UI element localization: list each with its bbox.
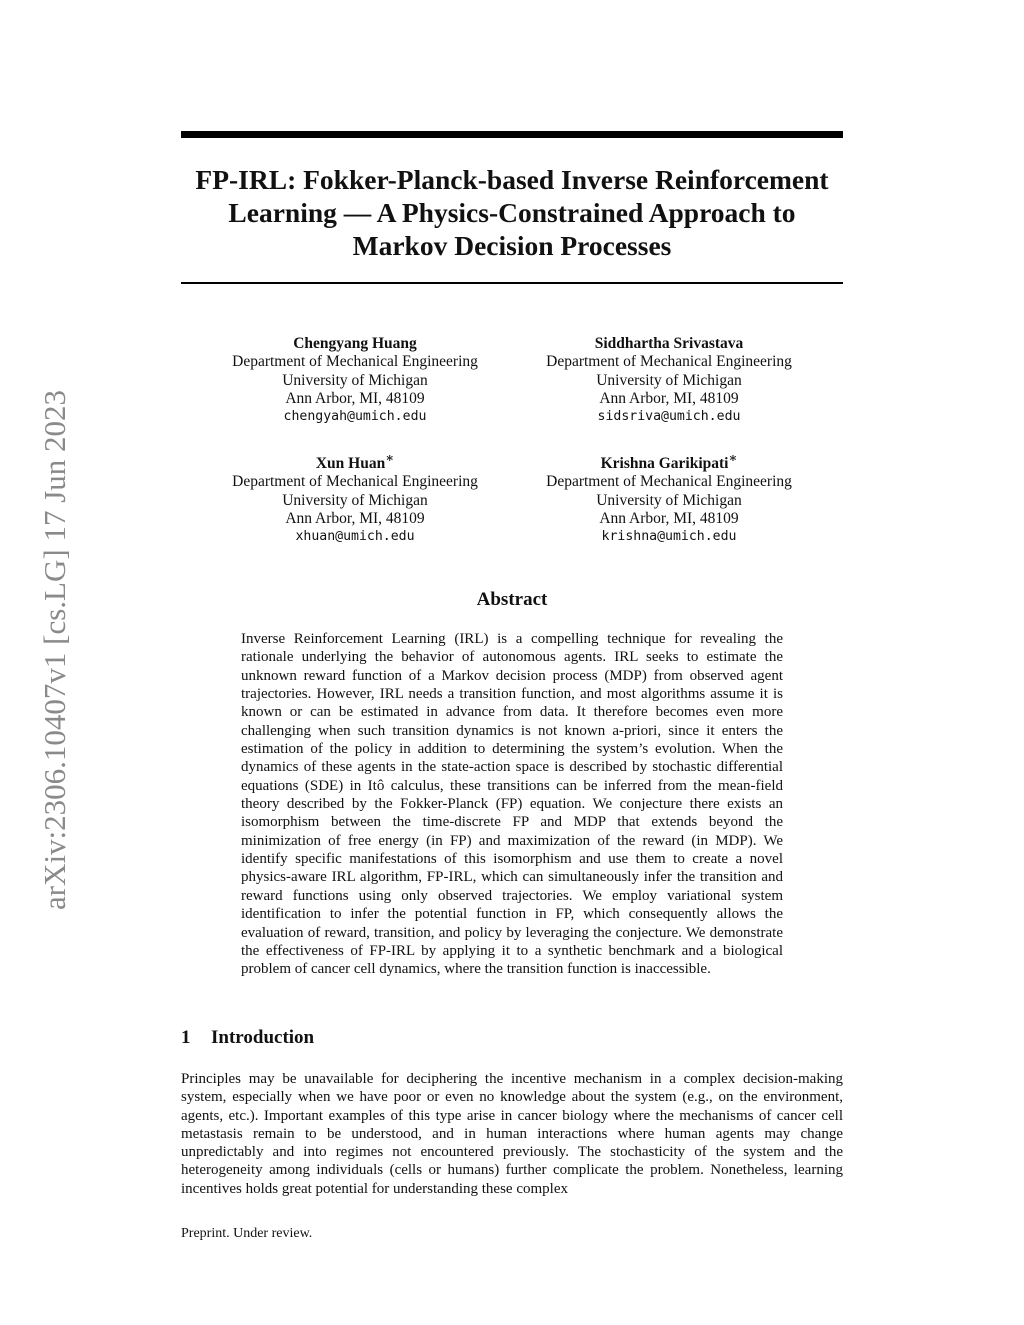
author-name: Chengyang Huang — [293, 335, 417, 353]
author-department: Department of Mechanical Engineering — [546, 473, 792, 491]
author-location: Ann Arbor, MI, 48109 — [599, 510, 739, 528]
author-department: Department of Mechanical Engineering — [232, 473, 478, 491]
author-name: Krishna Garikipati — [600, 455, 729, 473]
author-email: xhuan@umich.edu — [295, 529, 415, 545]
section-heading — [181, 1026, 314, 1050]
author-university: University of Michigan — [282, 491, 428, 509]
section-title: Introduction — [211, 1027, 315, 1048]
arxiv-identifier: arXiv:2306.10407v1 [cs.LG] 17 Jun 2023 — [37, 389, 72, 911]
footer-note: Preprint. Under review. — [181, 1226, 313, 1241]
author-block — [205, 329, 505, 427]
author-mark: ∗ — [728, 450, 738, 465]
section-number: 1 — [181, 1027, 191, 1048]
author-department: Department of Mechanical Engineering — [232, 353, 478, 371]
title-line: Learning — A Physics-Constrained Approach to — [228, 197, 796, 228]
author-location: Ann Arbor, MI, 48109 — [285, 390, 425, 408]
author-department: Department of Mechanical Engineering — [546, 353, 792, 371]
title-line: FP-IRL: Fokker-Planck-based Inverse Reinforcement — [195, 164, 829, 195]
paper-title — [181, 163, 843, 262]
author-name: Xun Huan — [315, 455, 386, 473]
title-rule-top — [181, 131, 843, 138]
title-rule-bottom — [181, 282, 843, 284]
author-email: krishna@umich.edu — [601, 529, 737, 545]
author-university: University of Michigan — [596, 491, 742, 509]
abstract-text: Inverse Reinforcement Learning (IRL) is a compelling technique for revealing the rationale underlying the behavior of autonomous agents. IRL seeks to estimate the unknown reward function of a Markov decision process (MDP) from observed agent trajectories. However, IRL needs a transition function, and most algorithms assume it is known or can be estimated in advance from data. It therefore becomes even more challenging when such transition dynamics is not known a-priori, since it enters the estimation of the policy in addition to determining the system’s evolution. When the dynamics of these agents in the state-action space is described by stochastic differential equations (SDE) in Itô calculus, these transitions can be inferred from the mean-field theory described by the Fokker-Planck (FP) equation. We conjecture there exists an isomorphism between the time-discrete FP and MDP that extends beyond the minimization of free energy (in FP) and maximization of the reward (in MDP). We identify specific manifestations of this isomorphism and use them to create a novel physics-aware IRL algorithm, FP-IRL, which can simultaneously infer the transition and reward functions using only observed trajectories. We employ variational system identification to infer the potential function in FP, which consequently allows the evaluation of reward, transition, and policy by leveraging the conjecture. We demonstrate the effectiveness of FP-IRL by applying it to a synthetic benchmark and a biological problem of cancer cell dynamics, where the transition function is inaccessible. — [241, 631, 783, 978]
author-university: University of Michigan — [282, 371, 428, 389]
author-location: Ann Arbor, MI, 48109 — [599, 390, 739, 408]
introduction-text: Principles may be unavailable for deciphering the incentive mechanism in a complex decision-making system, especially when we have poor or even no knowledge about the system (e.g., on the environment, agents, etc.). Important examples of this type arise in cancer biology where the mechanisms of cancer cell metastasis remain to be understood, and in human interactions where human agents may change unpredictably and into regimes not encountered previously. The stochasticity of the system and the heterogeneity among individuals (cells or humans) further complicate the problem. Nonetheless, learning incentives holds great potential for understanding these complex — [181, 1071, 843, 1197]
author-block — [519, 329, 819, 427]
author-university: University of Michigan — [596, 371, 742, 389]
title-line: Markov Decision Processes — [352, 230, 672, 261]
abstract-heading: Abstract — [476, 589, 548, 610]
author-location: Ann Arbor, MI, 48109 — [285, 510, 425, 528]
author-block — [519, 449, 819, 547]
author-email: sidsriva@umich.edu — [597, 409, 741, 425]
author-mark: ∗ — [385, 450, 395, 465]
author-name: Siddhartha Srivastava — [594, 335, 744, 353]
author-block — [205, 449, 505, 547]
author-email: chengyah@umich.edu — [283, 409, 427, 425]
